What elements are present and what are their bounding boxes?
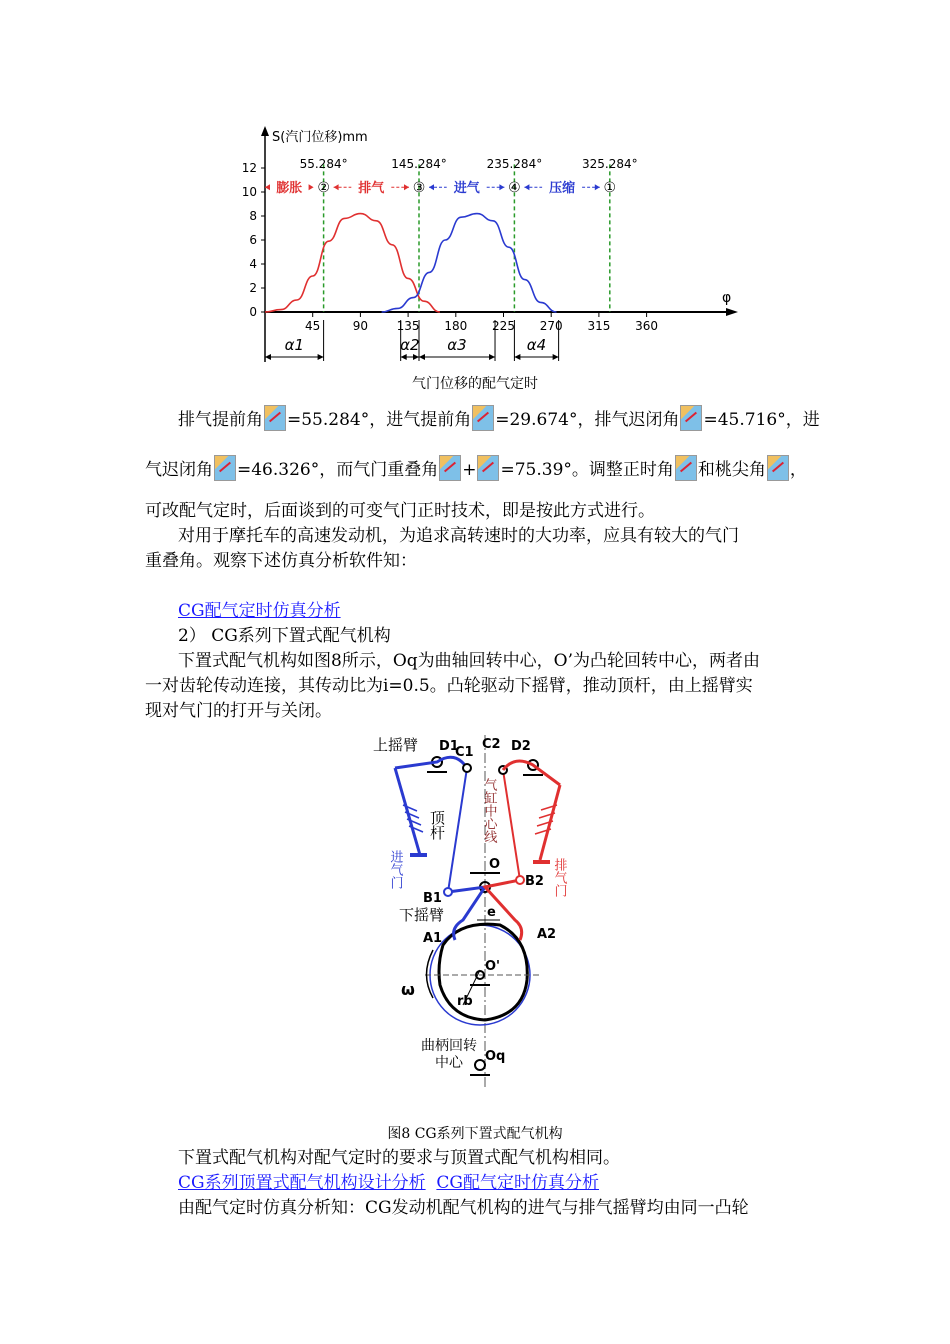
marker-number: ① bbox=[603, 179, 617, 196]
paragraph-line bbox=[145, 455, 807, 481]
alpha-label: α4 bbox=[526, 336, 547, 354]
marker-number: ③ bbox=[412, 179, 426, 196]
y-axis-arrow bbox=[261, 126, 269, 136]
upper-rocker-label: 上摇臂 bbox=[373, 736, 419, 754]
lift-curve bbox=[382, 214, 557, 312]
upper-rocker-exhaust bbox=[503, 761, 560, 785]
paragraph-line: 下置式配气机构如图8所示，Oq为曲轴回转中心，O’为凸轮回转中心，两者由 bbox=[178, 651, 760, 671]
arrow-head bbox=[318, 354, 324, 360]
arrow-head bbox=[499, 184, 504, 190]
label-A1: A1 bbox=[423, 931, 443, 946]
paragraph-line: 现对气门的打开与关闭。 bbox=[145, 701, 332, 721]
stroke-label: 压缩 bbox=[549, 181, 576, 197]
arrow-head bbox=[413, 354, 419, 360]
paragraph-line bbox=[178, 405, 820, 431]
x-tick-label: 225 bbox=[492, 319, 515, 333]
stroke-label: 进气 bbox=[453, 181, 480, 197]
arrow-head bbox=[524, 184, 529, 190]
lower-rocker-label: 下摇臂 bbox=[399, 906, 445, 924]
arrow-head bbox=[419, 354, 425, 360]
text: =45.716°，进 bbox=[703, 410, 820, 430]
figure-caption: 图8 CG系列下置式配气机构 bbox=[387, 1126, 563, 1142]
push-rod-label: 顶杆 bbox=[428, 810, 446, 840]
section-heading: 2） CG系列下置式配气机构 bbox=[178, 626, 391, 646]
text: 排气提前角 bbox=[178, 410, 263, 430]
joint-C1 bbox=[463, 764, 471, 772]
formula-image-icon bbox=[477, 455, 499, 481]
stroke-label: 排气 bbox=[358, 181, 385, 197]
stroke-labels bbox=[265, 180, 600, 196]
text: + bbox=[462, 460, 477, 480]
y-tick-label: 4 bbox=[249, 257, 257, 271]
marker-angle: 235.284° bbox=[486, 157, 543, 172]
arrow-head bbox=[334, 184, 339, 190]
x-tick-label: 45 bbox=[305, 319, 321, 333]
label-D1: D1 bbox=[439, 739, 459, 754]
joint-B1 bbox=[444, 888, 452, 896]
arrow-head bbox=[595, 184, 600, 190]
x-axis-label: φ bbox=[722, 290, 732, 306]
marker-angle: 55.284° bbox=[299, 157, 348, 172]
label-B2: B2 bbox=[525, 874, 544, 889]
alpha-label: α2 bbox=[400, 336, 420, 354]
link-cg-timing-sim-2[interactable]: CG配气定时仿真分析 bbox=[436, 1173, 599, 1193]
link-row bbox=[178, 1172, 599, 1194]
paragraph-line: 由配气定时仿真分析知：CG发动机配气机构的进气与排气摇臂均由同一凸轮 bbox=[178, 1198, 749, 1218]
formula-image-icon bbox=[472, 405, 494, 431]
text: =29.674°，排气迟闭角 bbox=[495, 410, 680, 430]
link[interactable] bbox=[178, 600, 341, 622]
x-tick-label: 360 bbox=[635, 319, 659, 333]
intake-valve-label: 进气门 bbox=[387, 850, 403, 889]
x-ticks bbox=[305, 312, 658, 333]
mechanism-diagram bbox=[365, 730, 575, 1095]
link-cg-timing-sim[interactable]: CG配气定时仿真分析 bbox=[178, 601, 341, 621]
x-tick-label: 270 bbox=[539, 319, 563, 333]
cylinder-center-label: 气缸中心线 bbox=[481, 778, 497, 843]
arrow-head bbox=[265, 354, 271, 360]
label-B1: B1 bbox=[423, 891, 442, 906]
formula-image-icon bbox=[439, 455, 461, 481]
label-omega: ω bbox=[401, 980, 415, 999]
label-rb: rb bbox=[457, 994, 473, 1009]
y-tick-label: 12 bbox=[241, 161, 257, 175]
arrow-head bbox=[309, 184, 314, 190]
marker-angle: 325.284° bbox=[581, 157, 638, 172]
y-tick-label: 8 bbox=[249, 209, 257, 223]
y-tick-label: 0 bbox=[249, 305, 257, 319]
push-rod-exhaust bbox=[503, 770, 520, 880]
text: ， bbox=[789, 460, 807, 480]
arrow-head bbox=[514, 354, 520, 360]
label-A2: A2 bbox=[537, 927, 557, 942]
arrow-head bbox=[404, 184, 409, 190]
y-tick-label: 10 bbox=[241, 185, 257, 199]
y-ticks bbox=[242, 161, 265, 319]
label-C1: C1 bbox=[455, 745, 474, 760]
label-e: e bbox=[487, 905, 496, 920]
x-tick-label: 135 bbox=[396, 319, 420, 333]
lift-curves bbox=[265, 214, 557, 312]
paragraph-line: 重叠角。观察下述仿真分析软件知： bbox=[145, 551, 417, 571]
formula-image-icon bbox=[675, 455, 697, 481]
intake-valve-stem bbox=[395, 768, 420, 855]
paragraph-line: 一对齿轮传动连接，其传动比为i=0.5。凸轮驱动下摇臂，推动顶杆，由上摇臂实 bbox=[145, 676, 753, 696]
text: 气迟闭角 bbox=[145, 460, 213, 480]
crank-center-label: 曲柄回转中心 bbox=[421, 1038, 477, 1071]
alpha-label: α3 bbox=[447, 336, 467, 354]
chart-caption: 气门位移的配气定时 bbox=[412, 376, 538, 392]
arrow-head bbox=[553, 354, 559, 360]
crank-center-label-wrap bbox=[421, 1038, 477, 1078]
formula-image-icon bbox=[767, 455, 789, 481]
exhaust-valve-label: 排气门 bbox=[551, 858, 567, 897]
x-tick-label: 180 bbox=[444, 319, 468, 333]
paragraph-line: 对用于摩托车的高速发动机，为追求高转速时的大功率，应具有较大的气门 bbox=[178, 526, 739, 546]
arrow-head bbox=[489, 354, 495, 360]
x-tick-label: 315 bbox=[587, 319, 611, 333]
marker-number: ④ bbox=[508, 179, 521, 196]
text: 和桃尖角 bbox=[697, 460, 766, 480]
marker-angle: 145.284° bbox=[391, 157, 447, 172]
marker-number: ② bbox=[317, 179, 330, 196]
y-axis-label: S(汽门位移)mm bbox=[272, 130, 368, 145]
label-D2: D2 bbox=[511, 739, 531, 754]
x-tick-label: 90 bbox=[352, 319, 369, 333]
paragraph-line: 可改配气定时，后面谈到的可变气门正时技术，即是按此方式进行。 bbox=[145, 501, 655, 521]
x-axis-arrow bbox=[726, 308, 738, 316]
arrow-head bbox=[429, 184, 434, 190]
formula-image-icon bbox=[680, 405, 702, 431]
label-Oprime: O' bbox=[485, 959, 501, 974]
text: =55.284°，进气提前角 bbox=[287, 410, 472, 430]
text: =46.326°，而气门重叠角 bbox=[237, 460, 439, 480]
label-C2: C2 bbox=[482, 737, 501, 752]
link-cg-ohv-design[interactable]: CG系列顶置式配气机构设计分析 bbox=[178, 1173, 426, 1193]
arrow-head bbox=[401, 354, 407, 360]
text: =75.39°。调整正时角 bbox=[500, 460, 674, 480]
valve-timing-chart bbox=[240, 120, 750, 370]
joint-B2 bbox=[516, 876, 524, 884]
stroke-label: 膨胀 bbox=[276, 181, 303, 197]
label-O: O bbox=[489, 857, 501, 872]
y-tick-label: 2 bbox=[249, 281, 257, 295]
y-tick-label: 6 bbox=[249, 233, 257, 247]
label-Oq: Oq bbox=[485, 1049, 506, 1064]
formula-image-icon bbox=[214, 455, 236, 481]
lower-rocker-intake bbox=[448, 887, 485, 940]
alpha-label: α1 bbox=[284, 336, 305, 354]
push-rod-intake bbox=[448, 768, 467, 892]
formula-image-icon bbox=[264, 405, 286, 431]
paragraph-line: 下置式配气机构对配气定时的要求与顶置式配气机构相同。 bbox=[178, 1148, 620, 1168]
